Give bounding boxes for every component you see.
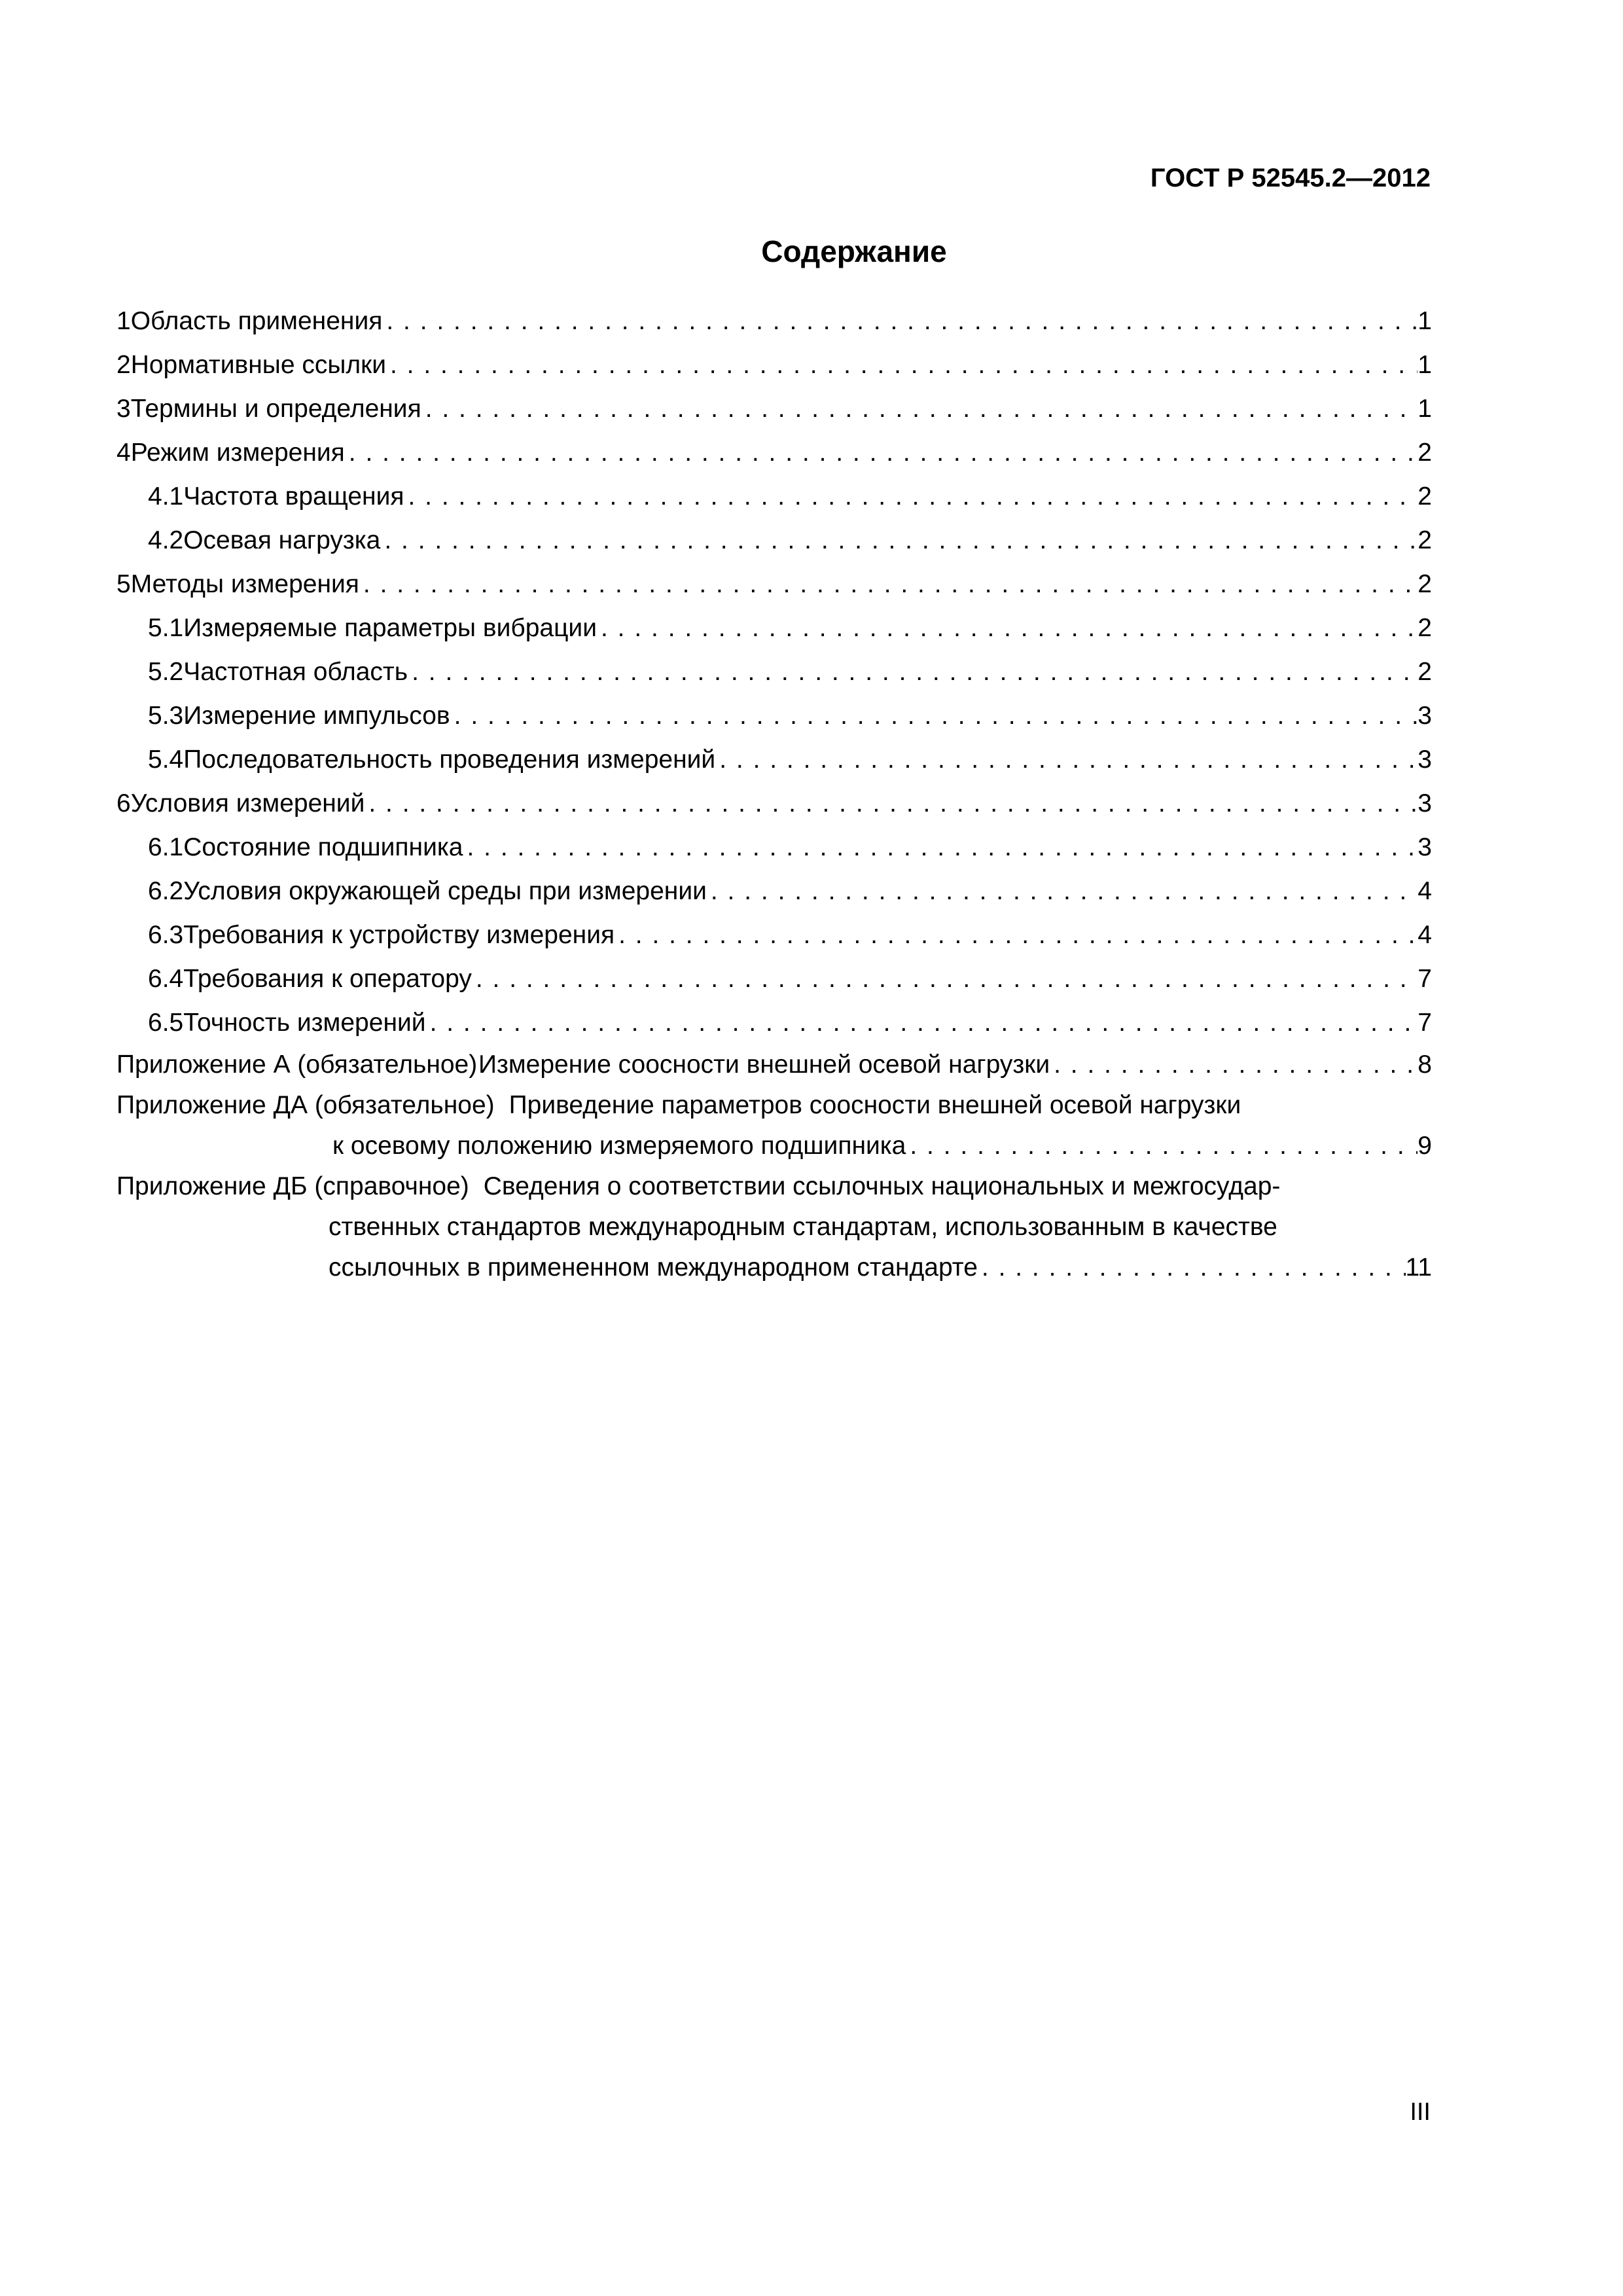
toc-entry-number: 6.4: [148, 965, 184, 993]
toc-entry-label: Условия измерений: [130, 789, 365, 817]
toc-entry-page: 7: [1418, 965, 1432, 993]
toc-annex-line: [116, 1085, 1432, 1126]
toc-annexes: [116, 1045, 1432, 1288]
toc-entry[interactable]: [116, 387, 1432, 431]
dot-leader: [380, 518, 1418, 562]
toc-entry[interactable]: [116, 694, 1432, 738]
toc-annex-line: [116, 1045, 1432, 1085]
toc-entry-page: 3: [1418, 789, 1432, 817]
toc-annex-line: [116, 1247, 1432, 1288]
toc-annex-name: Приложение ДА (обязательное): [116, 1091, 495, 1119]
toc-entry-page: 4: [1418, 921, 1432, 949]
toc-entry[interactable]: [116, 781, 1432, 825]
dot-leader: [345, 431, 1418, 475]
dot-leader: [386, 343, 1418, 387]
toc-annex-title-line: к осевому положению измеряемого подшипника: [332, 1132, 906, 1160]
dot-leader: [615, 913, 1418, 957]
toc-entry[interactable]: [116, 913, 1432, 957]
toc-entry-number: 5: [116, 570, 131, 598]
toc-entry[interactable]: [116, 957, 1432, 1001]
dot-leader: [404, 475, 1418, 518]
toc-annex-line: [116, 1166, 1432, 1207]
toc-entry-page: 2: [1418, 439, 1432, 467]
dot-leader: [715, 738, 1418, 781]
dot-leader: [450, 694, 1418, 738]
toc-entry-number: 4: [116, 439, 131, 467]
toc-entry-page: 2: [1418, 570, 1432, 598]
toc-annex-name: Приложение А (обязательное): [116, 1050, 478, 1079]
table-of-contents: [116, 299, 1432, 1288]
toc-entry-page: 3: [1418, 702, 1432, 730]
dot-leader: [421, 387, 1418, 431]
toc-entries: [116, 299, 1432, 1045]
toc-annex-entry[interactable]: [116, 1045, 1432, 1085]
dot-leader: [365, 781, 1418, 825]
toc-annex-page: 8: [1418, 1050, 1432, 1079]
toc-annex-line: [116, 1126, 1432, 1166]
toc-entry-label: Режим измерения: [130, 439, 345, 467]
toc-annex-title-line: Измерение соосности внешней осевой нагрузки: [478, 1050, 1050, 1079]
toc-entry-label: Частотная область: [183, 658, 408, 686]
toc-entry-label: Область применения: [130, 307, 383, 335]
toc-entry[interactable]: [116, 562, 1432, 606]
toc-entry-number: 6.5: [148, 1009, 184, 1037]
dot-leader: [707, 869, 1418, 913]
toc-entry-label: Точность измерений: [183, 1009, 426, 1037]
dot-leader: [408, 650, 1418, 694]
dot-leader: [597, 606, 1418, 650]
dot-leader: [906, 1126, 1418, 1166]
toc-annex-page: 9: [1418, 1132, 1432, 1160]
document-code: ГОСТ Р 52545.2—2012: [1150, 164, 1431, 192]
toc-entry-page: 4: [1418, 877, 1432, 905]
toc-annex-entry[interactable]: [116, 1166, 1432, 1288]
toc-entry-number: 4.1: [148, 482, 184, 511]
toc-entry-page: 1: [1418, 395, 1432, 423]
toc-entry-number: 5.2: [148, 658, 184, 686]
toc-annex-title-line: Приведение параметров соосности внешней осевой нагрузки: [508, 1091, 1241, 1119]
toc-entry-page: 7: [1418, 1009, 1432, 1037]
toc-entry[interactable]: [116, 1001, 1432, 1045]
dot-leader: [1050, 1045, 1418, 1085]
toc-entry-page: 1: [1418, 351, 1432, 379]
toc-entry-label: Требования к оператору: [183, 965, 472, 993]
toc-entry-number: 5.1: [148, 614, 184, 642]
toc-entry-page: 3: [1418, 833, 1432, 861]
toc-annex-entry[interactable]: [116, 1085, 1432, 1166]
toc-annex-line: [116, 1207, 1432, 1247]
toc-entry[interactable]: [116, 518, 1432, 562]
toc-entry-page: 2: [1418, 482, 1432, 511]
dot-leader: [463, 825, 1418, 869]
toc-entry-label: Частота вращения: [183, 482, 404, 511]
dot-leader: [426, 1001, 1418, 1045]
toc-entry-number: 6.2: [148, 877, 184, 905]
toc-entry-label: Измеряемые параметры вибрации: [183, 614, 597, 642]
toc-entry-page: 2: [1418, 526, 1432, 554]
toc-title: Содержание: [761, 234, 947, 268]
toc-entry-page: 2: [1418, 658, 1432, 686]
toc-entry-label: Требования к устройству измерения: [183, 921, 615, 949]
toc-entry-label: Методы измерения: [130, 570, 359, 598]
page-number: III: [1410, 2098, 1431, 2126]
toc-annex-name: Приложение ДБ (справочное): [116, 1172, 469, 1200]
toc-entry-number: 2: [116, 351, 131, 379]
toc-entry-number: 4.2: [148, 526, 184, 554]
toc-entry-number: 1: [116, 307, 131, 335]
dot-leader: [382, 299, 1418, 343]
toc-entry-page: 2: [1418, 614, 1432, 642]
toc-annex-title-line: ственных стандартов международным стандартам, использованным в качестве: [329, 1213, 1277, 1241]
toc-entry-label: Термины и определения: [130, 395, 421, 423]
toc-entry[interactable]: [116, 343, 1432, 387]
toc-entry-number: 6.1: [148, 833, 184, 861]
toc-entry[interactable]: [116, 475, 1432, 518]
toc-entry-page: 1: [1418, 307, 1432, 335]
toc-entry[interactable]: [116, 299, 1432, 343]
toc-entry-label: Последовательность проведения измерений: [183, 745, 716, 774]
toc-entry-number: 6: [116, 789, 131, 817]
toc-entry-number: 5.4: [148, 745, 184, 774]
toc-entry[interactable]: [116, 650, 1432, 694]
toc-annex-title-line: Сведения о соответствии ссылочных национальных и межгосудар-: [483, 1172, 1281, 1200]
dot-leader: [359, 562, 1418, 606]
toc-entry-number: 6.3: [148, 921, 184, 949]
toc-entry[interactable]: [116, 606, 1432, 650]
dot-leader: [472, 957, 1418, 1001]
toc-entry-label: Измерение импульсов: [183, 702, 450, 730]
toc-entry[interactable]: [116, 869, 1432, 913]
toc-entry[interactable]: [116, 738, 1432, 781]
dot-leader: [978, 1247, 1406, 1288]
toc-annex-page: 11: [1405, 1253, 1432, 1282]
toc-entry-label: Условия окружающей среды при измерении: [183, 877, 707, 905]
toc-entry-page: 3: [1418, 745, 1432, 774]
toc-entry[interactable]: [116, 825, 1432, 869]
toc-entry[interactable]: [116, 431, 1432, 475]
toc-entry-number: 3: [116, 395, 131, 423]
toc-annex-title-line: ссылочных в примененном международном стандарте: [329, 1253, 978, 1282]
toc-entry-label: Осевая нагрузка: [183, 526, 381, 554]
toc-entry-label: Нормативные ссылки: [130, 351, 386, 379]
toc-entry-label: Состояние подшипника: [183, 833, 463, 861]
toc-entry-number: 5.3: [148, 702, 184, 730]
